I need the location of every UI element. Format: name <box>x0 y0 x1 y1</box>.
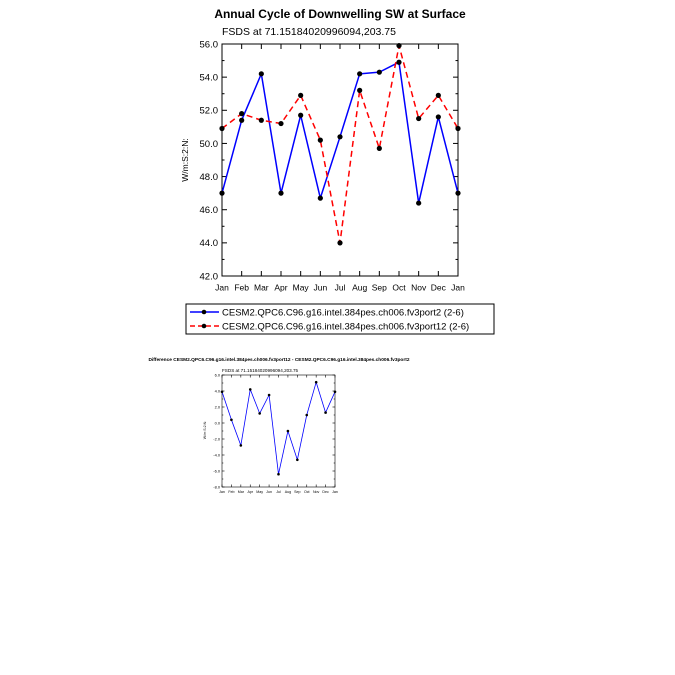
diff-y-tick-label: 6.0 <box>214 372 220 378</box>
diff-x-tick-label: Mar <box>237 490 244 495</box>
main-series-1-point <box>377 70 382 75</box>
main-legend <box>186 304 494 334</box>
diff-series-1-point <box>268 394 271 397</box>
diff-y-tick-label: 0.0 <box>214 420 220 426</box>
main-y-tick-label: 52.0 <box>199 105 218 117</box>
main-series-2-point <box>318 138 323 143</box>
main-chart-ylabel: W/m:S:2:N: <box>180 138 190 182</box>
main-series-2-point <box>455 126 460 131</box>
main-series-line-2 <box>222 46 458 243</box>
main-series-1-point <box>357 71 362 76</box>
main-chart-subtitle: FSDS at 71.15184020996094,203.75 <box>222 26 396 38</box>
main-series-2-point <box>377 146 382 151</box>
main-series-1-point <box>396 60 401 65</box>
main-series-1-point <box>278 191 283 196</box>
main-x-tick-label: Apr <box>274 282 288 293</box>
main-series-layer <box>219 43 460 245</box>
main-series-2-point <box>278 121 283 126</box>
diff-chart-subtitle: FSDS at 71.15184020996094,203.75 <box>222 368 299 373</box>
main-y-tick-label: 54.0 <box>199 72 218 84</box>
main-series-2-point <box>298 93 303 98</box>
diff-y-tick-label: -6.0 <box>213 468 220 474</box>
main-x-ticks <box>215 44 465 292</box>
main-series-2-point <box>436 93 441 98</box>
main-x-tick-label: Feb <box>234 282 249 293</box>
diff-x-tick-label: Feb <box>228 490 235 495</box>
diff-series-1-point <box>240 444 243 447</box>
main-y-ticks <box>200 39 459 282</box>
main-series-2-point <box>416 116 421 121</box>
diff-x-tick-label: Jul <box>276 490 281 495</box>
main-y-tick-label: 46.0 <box>199 205 218 217</box>
diff-x-tick-label: Oct <box>303 490 310 495</box>
diff-series-1-point <box>221 391 224 394</box>
diff-y-tick-label: -2.0 <box>213 436 220 442</box>
main-x-tick-label: Dec <box>430 282 446 293</box>
diff-x-tick-label: Aug <box>284 490 292 495</box>
main-y-tick-label: 42.0 <box>199 271 218 283</box>
main-series-1-point <box>337 134 342 139</box>
main-x-tick-label: Jul <box>334 282 346 293</box>
diff-y-tick-label: -8.0 <box>213 484 220 490</box>
main-x-tick-label: May <box>292 282 309 293</box>
main-series-1-point <box>455 191 460 196</box>
diff-series-layer <box>221 381 337 476</box>
diff-series-1-point <box>230 419 233 422</box>
main-series-2-point <box>239 111 244 116</box>
diff-x-tick-label: Dec <box>322 490 329 495</box>
main-series-2-point <box>396 43 401 48</box>
main-series-2-point <box>337 240 342 245</box>
diff-y-tick-label: 4.0 <box>214 388 220 394</box>
main-x-tick-label: Jun <box>313 282 328 293</box>
diff-series-1-point <box>315 381 318 384</box>
diff-series-1-point <box>249 388 252 391</box>
main-x-tick-label: Aug <box>352 282 368 293</box>
main-x-tick-label: Jan <box>215 282 229 293</box>
main-y-tick-label: 44.0 <box>199 238 218 250</box>
diff-x-tick-label: Apr <box>247 490 254 495</box>
main-series-1-point <box>416 200 421 205</box>
main-x-tick-label: Jan <box>451 282 465 293</box>
diff-plot-frame <box>222 375 335 487</box>
main-x-tick-label: Sep <box>371 282 387 293</box>
diff-x-tick-label: Jun <box>266 490 272 495</box>
difference-chart <box>148 357 409 494</box>
diff-series-1-point <box>324 411 327 414</box>
diff-chart-title: Difference CESM2.QPC6.C96.g16.intel.384pes.ch006.fv3port12 - CESM2.QPC6.C96.g16.intel.384pes.ch006.fv3port2 <box>148 358 410 363</box>
diff-y-tick-label: -4.0 <box>213 452 220 458</box>
main-series-1-point <box>298 113 303 118</box>
diff-series-1-point <box>296 459 299 462</box>
main-x-tick-label: Nov <box>411 282 427 293</box>
diff-x-tick-label: Jan <box>219 490 225 495</box>
main-series-line-1 <box>222 62 458 203</box>
main-series-2-point <box>219 126 224 131</box>
legend-marker-series-1 <box>202 310 207 315</box>
main-series-1-point <box>436 114 441 119</box>
legend-label-series-1: CESM2.QPC6.C96.g16.intel.384pes.ch006.fv3port2 (2-6) <box>222 307 464 319</box>
diff-x-tick-label: Nov <box>312 490 320 495</box>
diff-series-1-point <box>258 412 261 415</box>
diff-series-1-point <box>287 430 290 433</box>
main-y-tick-label: 56.0 <box>199 39 218 51</box>
diff-series-line-1 <box>222 382 335 474</box>
diff-chart-ylabel: W/m:S:2:N: <box>203 420 207 440</box>
main-series-1-point <box>318 196 323 201</box>
diff-x-tick-label: Sep <box>294 490 301 495</box>
main-y-tick-label: 50.0 <box>199 138 218 150</box>
main-y-tick-label: 48.0 <box>199 171 218 183</box>
main-x-tick-label: Mar <box>254 282 269 293</box>
diff-y-tick-label: 2.0 <box>214 404 220 410</box>
main-series-2-point <box>357 88 362 93</box>
diff-series-1-point <box>277 473 280 476</box>
main-series-1-point <box>259 71 264 76</box>
diff-x-tick-label: May <box>256 490 264 495</box>
main-chart <box>180 7 466 292</box>
legend-label-series-2: CESM2.QPC6.C96.g16.intel.384pes.ch006.fv3port12 (2-6) <box>222 321 470 333</box>
main-x-tick-label: Oct <box>392 282 406 293</box>
main-series-2-point <box>259 118 264 123</box>
main-series-1-point <box>219 191 224 196</box>
diff-series-1-point <box>334 391 337 394</box>
main-series-1-point <box>239 118 244 123</box>
legend-marker-series-2 <box>202 324 207 329</box>
diff-y-ticks <box>213 372 335 489</box>
diff-series-1-point <box>305 414 308 417</box>
main-chart-title: Annual Cycle of Downwelling SW at Surface <box>214 7 466 21</box>
diff-x-tick-label: Jan <box>332 490 338 495</box>
